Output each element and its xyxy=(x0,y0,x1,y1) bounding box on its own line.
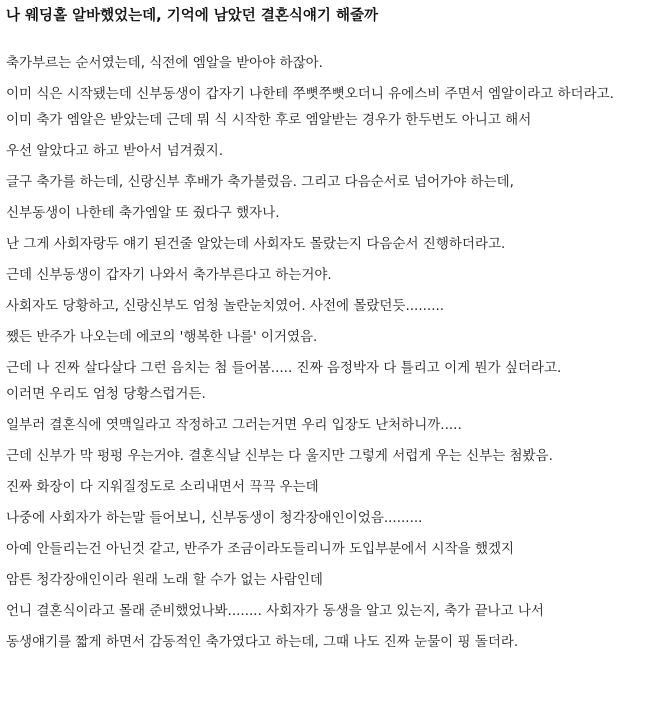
paragraph: 글구 축가를 하는데, 신랑신부 후배가 축가불렀음. 그리고 다음순서로 넘어가야 하는데, xyxy=(6,174,514,190)
paragraph: 진짜 화장이 다 지워질정도로 소리내면서 끅끅 우는데 xyxy=(6,479,319,495)
paragraph: 근데 신부가 막 펑펑 우는거야. 결혼식날 신부는 다 울지만 그렇게 서럽게 우는 신부는 첨봤음. xyxy=(6,448,553,464)
paragraph: 신부동생이 나한테 축가엠알 또 줬다구 했자나. xyxy=(6,205,280,221)
paragraph: 쨌든 반주가 나오는데 에코의 '행복한 나를' 이거였음. xyxy=(6,329,318,345)
paragraph: 축가부르는 순서였는데, 식전에 엠알을 받아야 하잖아. xyxy=(6,55,323,71)
post-body xyxy=(6,54,652,664)
paragraph: 이미 식은 시작됐는데 신부동생이 갑자기 나한테 쭈뼛쭈뼛오더니 유에스비 주면서 엠알이라고 하더라고. xyxy=(6,86,614,102)
paragraph: 우선 알았다고 하고 받아서 넘겨줬지. xyxy=(6,143,224,159)
paragraph: 동생얘기를 짧게 하면서 감동적인 축가였다고 하는데, 그때 나도 진짜 눈물이 핑 돌더라. xyxy=(6,634,519,650)
paragraph: 언니 결혼식이라고 몰래 준비했었나봐........ 사회자가 동생을 알고 있는지, 축가 끝나고 나서 xyxy=(6,603,544,619)
paragraph: 근데 나 진짜 살다살다 그런 음치는 첨 들어봄..... 진짜 음정박자 다 틀리고 이게 뭔가 싶더라고. xyxy=(6,360,562,376)
paragraph: 근데 신부동생이 갑자기 나와서 축가부른다고 하는거야. xyxy=(6,267,332,283)
paragraph: 일부러 결혼식에 엿맥일라고 작정하고 그러는거면 우리 입장도 난처하니까..... xyxy=(6,417,462,433)
paragraph: 이미 축가 엠알은 받았는데 근데 뭐 식 시작한 후로 엠알받는 경우가 한두번도 아니고 해서 xyxy=(6,112,532,128)
paragraph: 사회자도 당황하고, 신랑신부도 엄청 놀란눈치였어. 사전에 몰랐던듯......... xyxy=(6,298,445,314)
paragraph: 이러면 우리도 엄청 당황스럽거든. xyxy=(6,386,206,402)
paragraph: 아예 안들리는건 아닌것 같고, 반주가 조금이라도들리니까 도입부분에서 시작을 했겠지 xyxy=(6,541,515,557)
paragraph: 난 그게 사회자랑두 얘기 된건줄 알았는데 사회자도 몰랐는지 다음순서 진행하더라고. xyxy=(6,236,506,252)
paragraph: 나중에 사회자가 하는말 들어보니, 신부동생이 청각장애인이었음......... xyxy=(6,510,423,526)
paragraph: 암튼 청각장애인이라 원래 노래 할 수가 없는 사람인데 xyxy=(6,572,323,588)
post-title: 나 웨딩홀 알바했었는데, 기억에 남았던 결혼식얘기 해줄까 xyxy=(6,8,378,24)
